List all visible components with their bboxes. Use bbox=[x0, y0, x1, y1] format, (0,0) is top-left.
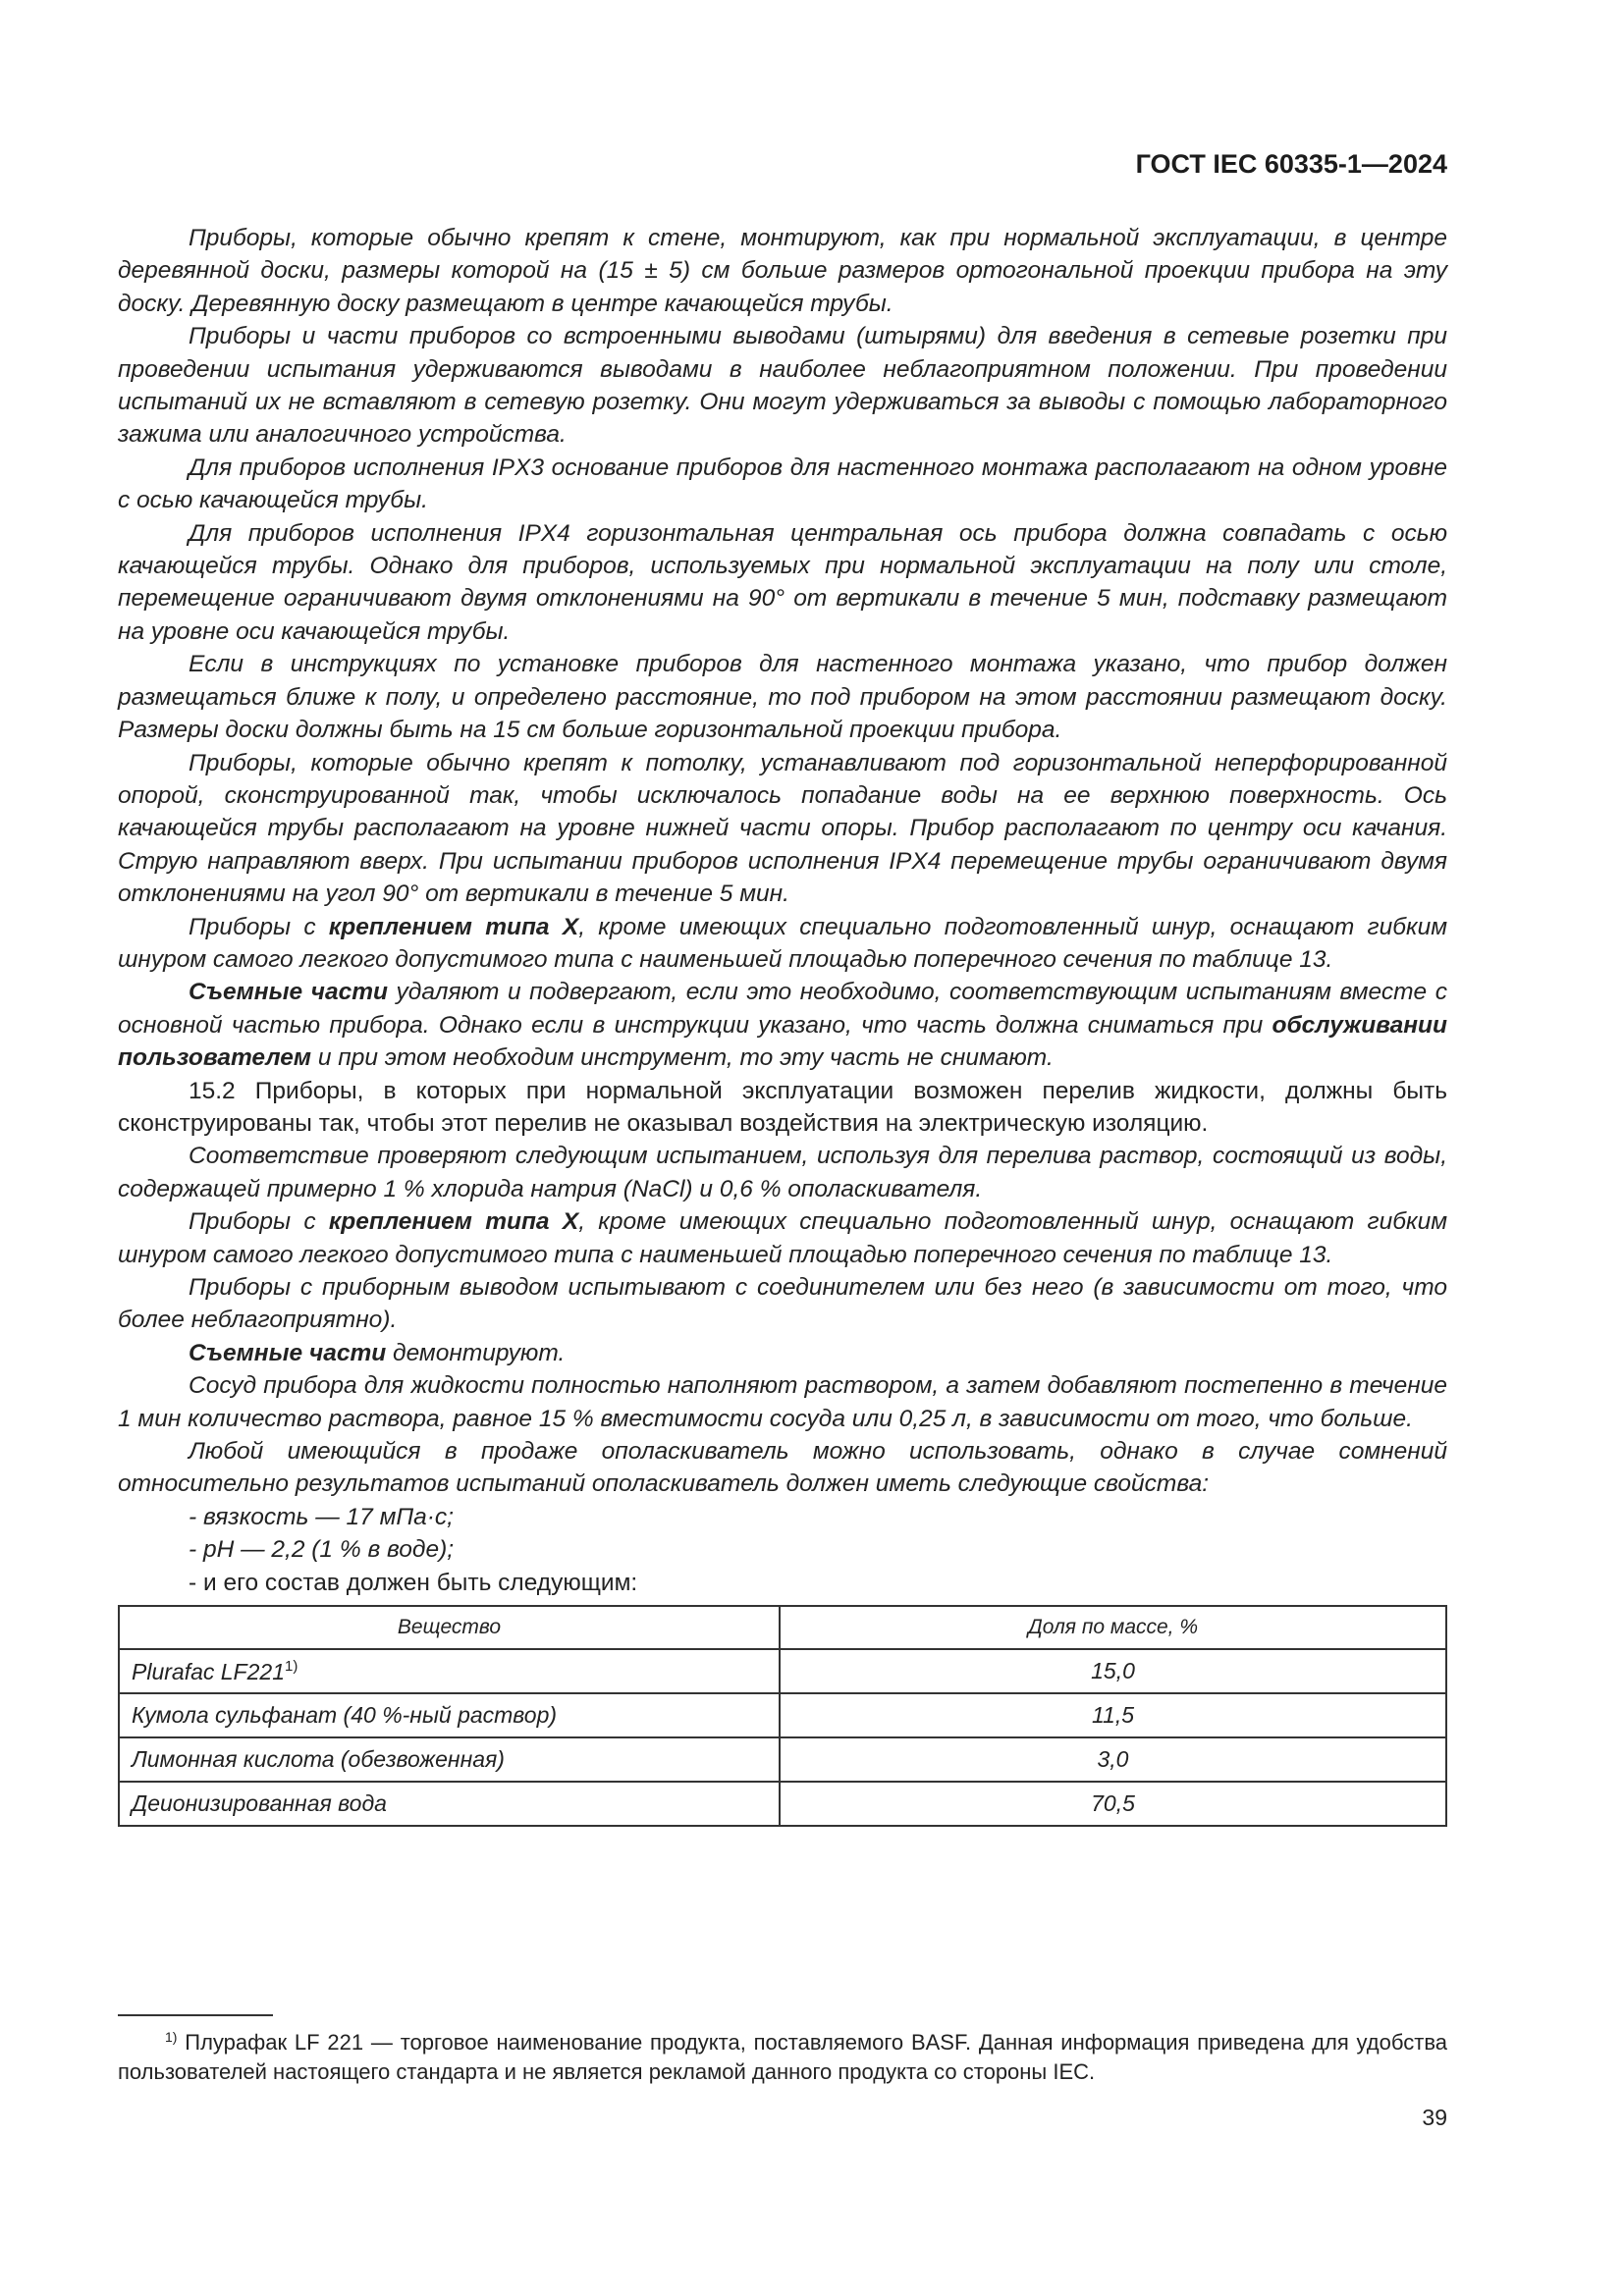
table-cell-value: 15,0 bbox=[780, 1649, 1446, 1693]
paragraph bbox=[118, 976, 1447, 1074]
paragraph bbox=[118, 1271, 1447, 1337]
footnote bbox=[118, 2022, 1447, 2087]
term-bold: креплением типа X bbox=[328, 913, 579, 940]
footnote-text: Плурафак LF 221 — торговое наименование продукта, поставляемого BASF. Данная информация приведена для удобства пользователей настоящего стандарта и не является рекламой данного продукта со стороны IEC. bbox=[118, 2030, 1447, 2084]
paragraphs bbox=[118, 222, 1447, 1501]
table-row bbox=[119, 1782, 1446, 1826]
text-run: Приборы и части приборов со встроенными выводами (штырями) для введения в сетевые розетки при проведении испытания удерживаются выводами в наиболее неблагоприятном положении. При проведении испытаний их не вставляют в сетевую розетку. Они могут удерживаться за выводы с помощью лабораторного зажима или аналогичного устройства. bbox=[118, 323, 1447, 449]
text-run: Приборы с bbox=[189, 913, 329, 940]
table-header-mass-fraction: Доля по массе, % bbox=[780, 1606, 1446, 1649]
paragraph bbox=[118, 1075, 1447, 1141]
paragraph bbox=[118, 1369, 1447, 1435]
paragraph bbox=[118, 517, 1447, 649]
table-row bbox=[119, 1737, 1446, 1782]
term-bold: обслуживании пользователем bbox=[118, 1011, 1447, 1072]
term-bold: Съемные части bbox=[189, 1339, 387, 1366]
document-header: ГОСТ IEC 60335-1—2024 bbox=[1135, 149, 1447, 179]
document-body bbox=[118, 222, 1447, 1827]
list-item-ph: - pH — 2,2 (1 % в воде); bbox=[189, 1536, 455, 1564]
footnote-ref: 1) bbox=[284, 1657, 298, 1675]
text-run: и при этом необходим инструмент, то эту часть не снимают. bbox=[311, 1044, 1054, 1072]
table-header-substance: Вещество bbox=[119, 1606, 780, 1649]
text-run: Приборы, которые обычно крепят к потолку, устанавливают под горизонтальной неперфорированной опорой, сконструированной так, чтобы исключалось попадание воды на ее верхнюю поверхность. Ось качающейся трубы располагают на уровне нижней части опоры. Прибор располагают по центру оси качания. Струю направляют вверх. При испытании приборов исполнения IPX4 перемещение трубы ограничивают двумя отклонениями на угол 90° от вертикали в течение 5 мин. bbox=[118, 749, 1447, 908]
table-cell-substance: Кумола сульфанат (40 %-ный раствор) bbox=[119, 1693, 780, 1737]
paragraph bbox=[118, 222, 1447, 320]
list-item-composition: - и его состав должен быть следующим: bbox=[189, 1569, 638, 1596]
paragraph bbox=[118, 452, 1447, 517]
table-cell-value: 70,5 bbox=[780, 1782, 1446, 1826]
text-run: Приборы с приборным выводом испытывают с соединителем или без него (в зависимости от того, что более неблагоприятно). bbox=[118, 1274, 1447, 1334]
table-cell-value: 11,5 bbox=[780, 1693, 1446, 1737]
page-number: 39 bbox=[1422, 2105, 1447, 2130]
text-run: 15.2 Приборы, в которых при нормальной эксплуатации возможен перелив жидкости, должны быть сконструированы так, чтобы этот перелив не оказывал воздействия на электрическую изоляцию. bbox=[118, 1077, 1447, 1137]
text-run: удаляют и подвергают, если это необходимо, соответствующим испытаниям вместе с основной частью прибора. Однако если в инструкции указано, что часть должна сниматься при bbox=[118, 979, 1447, 1039]
paragraph bbox=[118, 1337, 1447, 1369]
text-run: Соответствие проверяют следующим испытанием, используя для перелива раствор, состоящий из воды, содержащей примерно 1 % хлорида натрия (NaCl) и 0,6 % ополаскивателя. bbox=[118, 1143, 1447, 1202]
paragraph bbox=[118, 911, 1447, 977]
paragraph bbox=[118, 1205, 1447, 1271]
paragraph bbox=[118, 747, 1447, 911]
paragraph bbox=[118, 648, 1447, 746]
text-run: Приборы с bbox=[189, 1208, 329, 1236]
table-header-row bbox=[119, 1606, 1446, 1649]
paragraph bbox=[118, 320, 1447, 452]
table-row bbox=[119, 1649, 1446, 1693]
table-cell-value: 3,0 bbox=[780, 1737, 1446, 1782]
text-run: , кроме имеющих специально подготовленный шнур, оснащают гибким шнуром самого легкого допустимого типа с наименьшей площадью поперечного сечения по таблице 13. bbox=[118, 913, 1448, 973]
table-cell-substance: Plurafac LF221$^{1)}$ bbox=[119, 1649, 780, 1693]
composition-table bbox=[118, 1605, 1447, 1827]
table-row bbox=[119, 1693, 1446, 1737]
text-run: , кроме имеющих специально подготовленный шнур, оснащают гибким шнуром самого легкого допустимого типа с наименьшей площадью поперечного сечения по таблице 13. bbox=[118, 1208, 1448, 1268]
paragraph bbox=[118, 1140, 1447, 1205]
term-bold: креплением типа X bbox=[328, 1208, 579, 1236]
text-run: Сосуд прибора для жидкости полностью наполняют раствором, а затем добавляют постепенно в течение 1 мин количество раствора, равное 15 % вместимости сосуда или 0,25 л, в зависимости от того, что больше. bbox=[118, 1372, 1447, 1432]
text-run: Для приборов исполнения IPX3 основание приборов для настенного монтажа располагают на одном уровне с осью качающейся трубы. bbox=[118, 454, 1447, 514]
term-bold: Съемные части bbox=[189, 979, 388, 1006]
table-cell-substance: Деионизированная вода bbox=[119, 1782, 780, 1826]
text-run: демонтируют. bbox=[386, 1339, 566, 1366]
footnote-divider bbox=[118, 2014, 273, 2016]
text-run: Если в инструкциях по установке приборов для настенного монтажа указано, что прибор должен размещаться ближе к полу, и определено расстояние, то под прибором на этом расстоянии размещают доску. Размеры доски должны быть на 15 см больше горизонтальной проекции прибора. bbox=[118, 651, 1447, 744]
list-item-viscosity: - вязкость — 17 мПа·с; bbox=[189, 1503, 454, 1530]
text-run: Для приборов исполнения IPX4 горизонтальная центральная ось прибора должна совпадать с осью качающейся трубы. Однако для приборов, используемых при нормальной эксплуатации на полу или столе, перемещение ограничивают двумя отклонениями на 90° от вертикали в течение 5 мин, подставку размещают на уровне оси качающейся трубы. bbox=[118, 519, 1447, 645]
text-run: Любой имеющийся в продаже ополаскиватель можно использовать, однако в случае сомнений относительно результатов испытаний ополаскиватель должен иметь следующие свойства: bbox=[118, 1438, 1447, 1498]
paragraph bbox=[118, 1435, 1447, 1501]
table-cell-substance: Лимонная кислота (обезвоженная) bbox=[119, 1737, 780, 1782]
text-run: Приборы, которые обычно крепят к стене, монтируют, как при нормальной эксплуатации, в центре деревянной доски, размеры которой на (15 ± 5) см больше размеров ортогональной проекции прибора на эту доску. Деревянную доску размещают в центре качающейся трубы. bbox=[118, 225, 1447, 317]
footnote-marker: 1) bbox=[165, 2029, 178, 2045]
